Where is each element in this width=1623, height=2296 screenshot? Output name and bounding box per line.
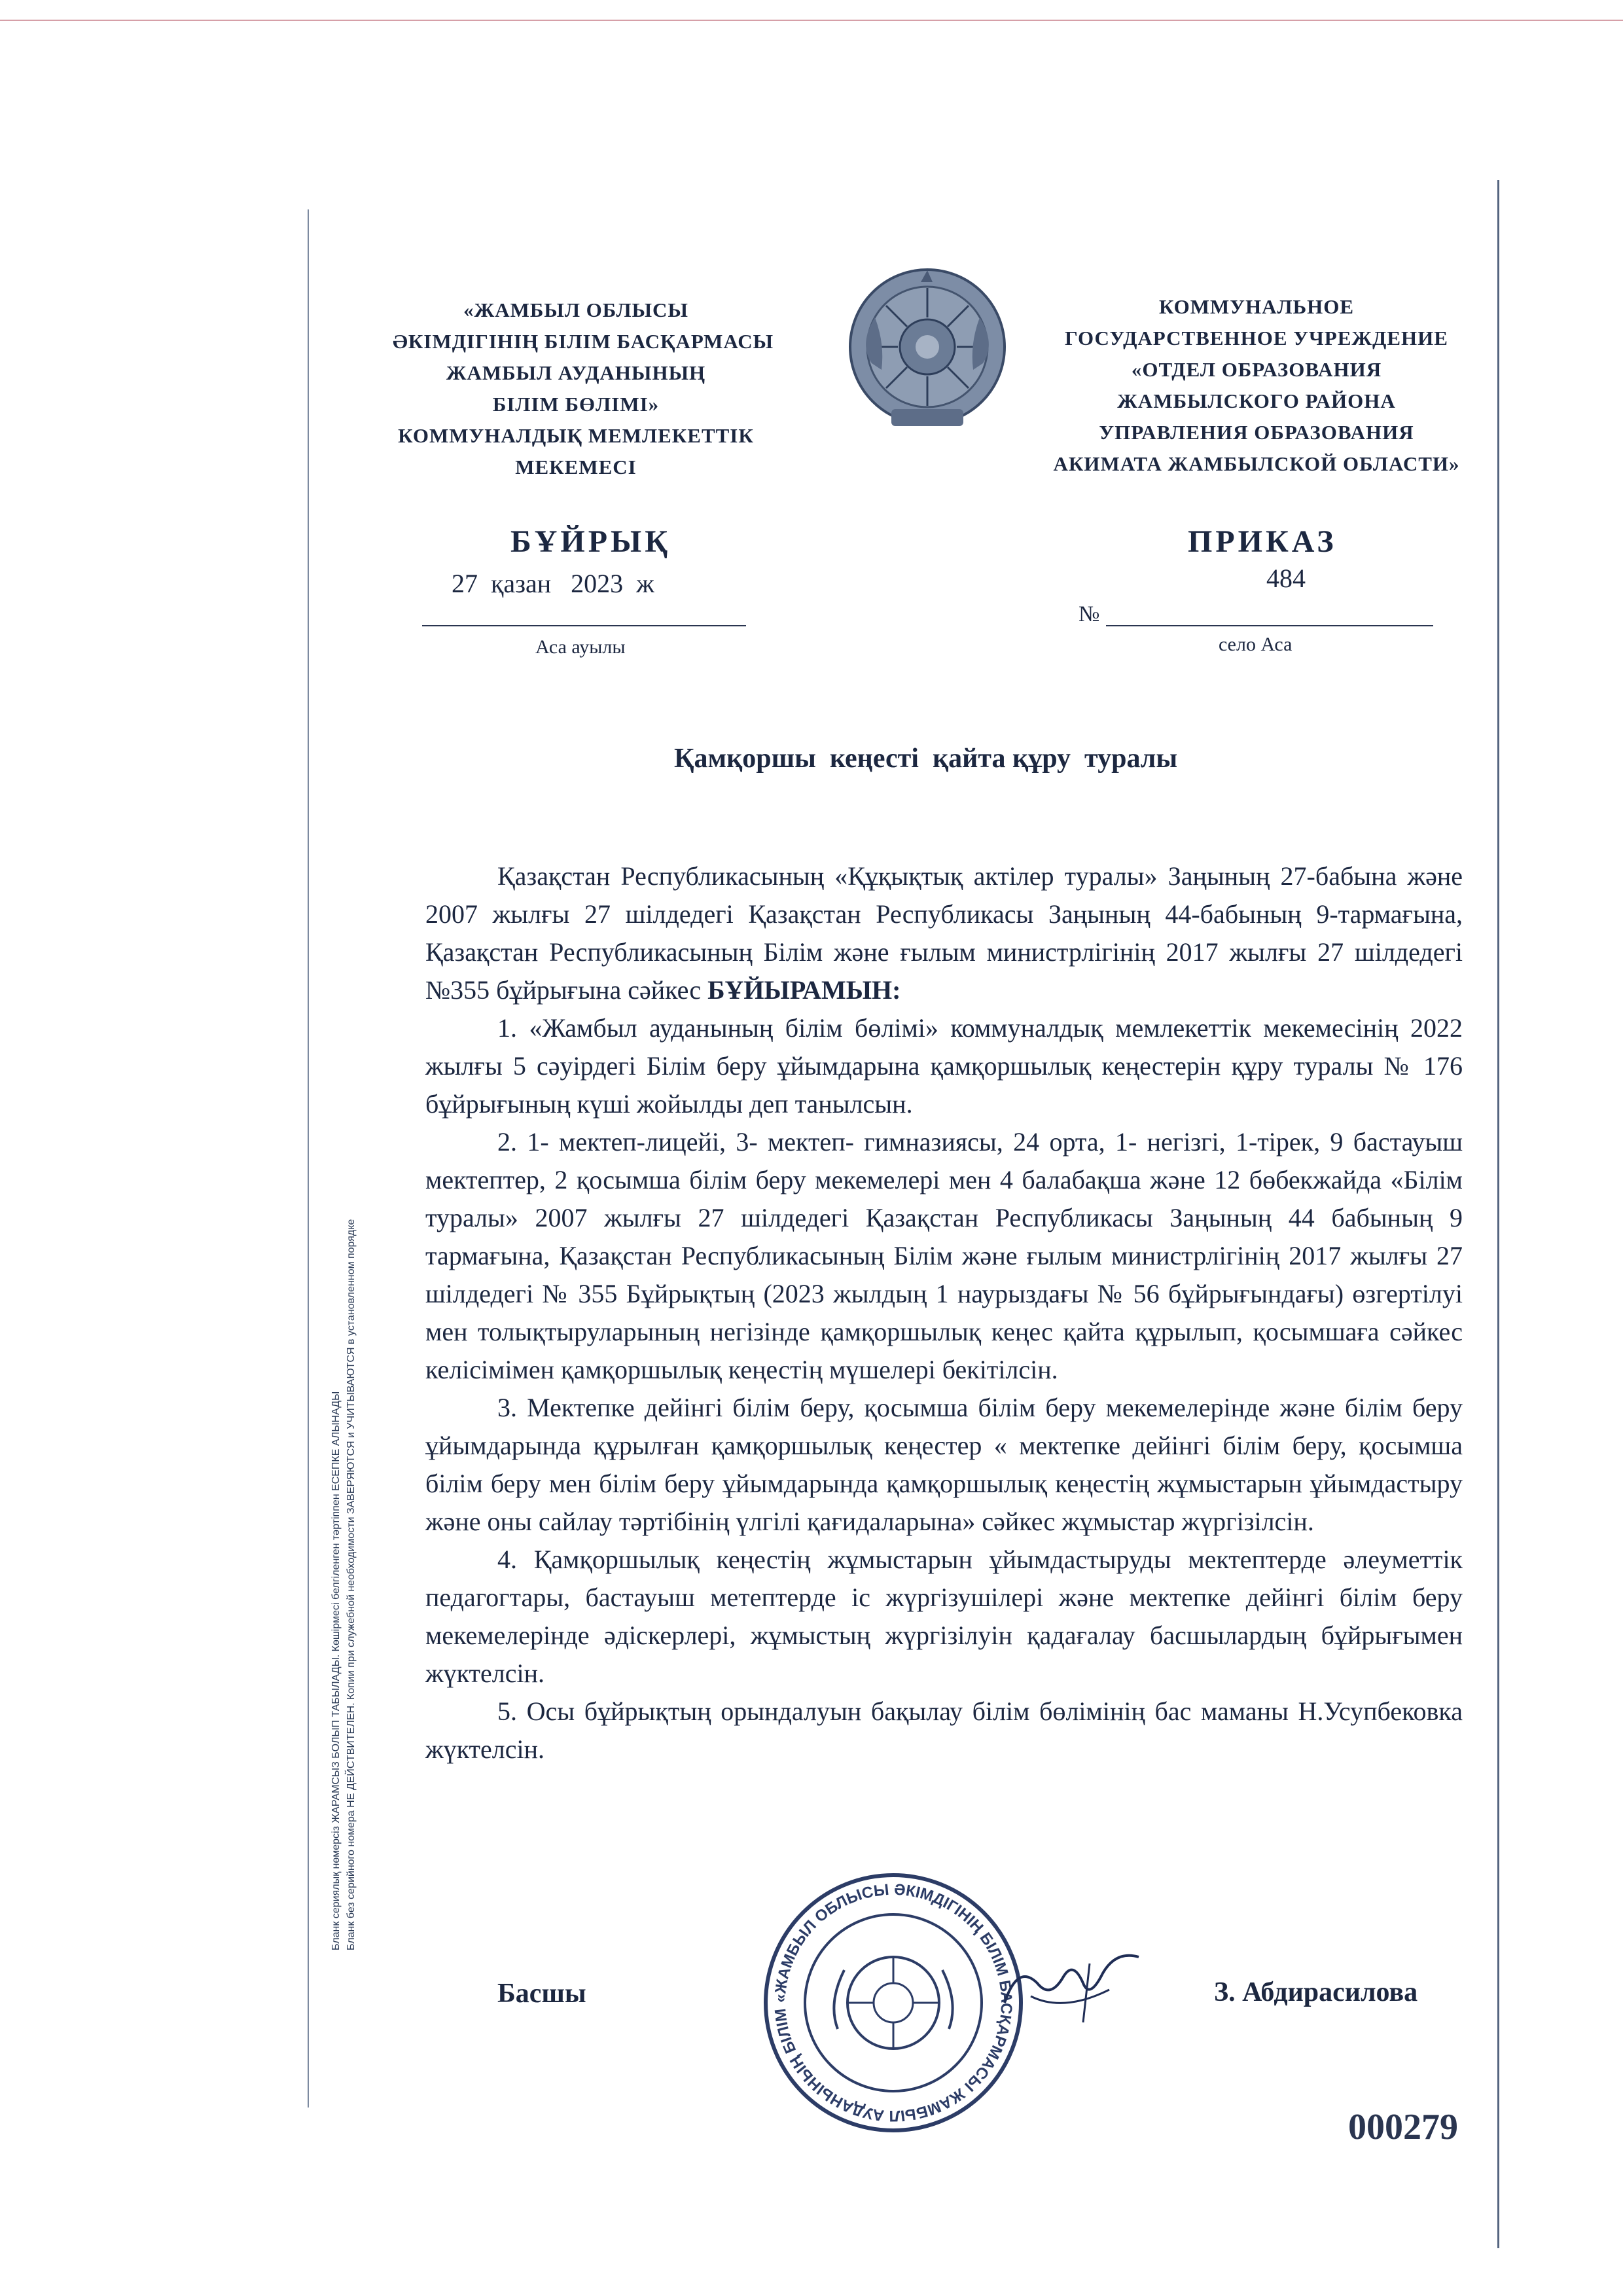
header-kz-line: МЕКЕМЕСІ — [515, 456, 637, 478]
header-ru-line: «ОТДЕЛ ОБРАЗОВАНИЯ — [1131, 358, 1382, 381]
header-kz — [393, 295, 774, 483]
side-note-ru: Бланк без серийного номера НЕ ДЕЙСТВИТЕЛЕН. Копии при служебной необходимости ЗАВЕРЯЮТСЯ и УЧИТЫВАЮТСЯ в установленном порядке — [346, 1219, 357, 1950]
doc-number-label: № — [1079, 602, 1100, 626]
header-ru-line: АКИМАТА ЖАМБЫЛСКОЙ ОБЛАСТИ» — [1053, 452, 1460, 475]
order-item-4: 4. Қамқоршылық кеңестің жұмыстарын ұйымдастыруды мектептерде әлеуметтік педагогтары, бастауыш метептерде іс жүргізушілері және мектепке дейінгі білім беру мекемелерінде әдіскерлері, жұмыстың жүргізілуін қадағалау басшылардың бұйрығымен жүктелсін. — [425, 1545, 1463, 1688]
document-body — [425, 857, 1463, 1768]
date-underline — [422, 625, 746, 626]
document-subject: Қамқоршы кеңесті қайта құру туралы — [674, 744, 1178, 774]
binder-line-right — [1497, 180, 1499, 2248]
preamble-paragraph — [425, 857, 1463, 1009]
number-underline — [1106, 625, 1433, 626]
preamble-text: Қазақстан Республикасының «Құқықтық актілер туралы» Заңының 27-бабына және 2007 жылғы 27 шілдедегі Қазақстан Республикасы Заңының 44-бабының 9-тармағына, Қазақстан Республикасының Білім және ғылым министрлігінің 2017 жылғы 27 шілдедегі №355 бұйрығына сәйкес — [425, 861, 1463, 1005]
header-kz-line: КОММУНАЛДЫҚ МЕМЛЕКЕТТІК — [398, 424, 754, 447]
order-word: БҰЙЫРАМЫН: — [707, 975, 901, 1005]
handwritten-signature — [991, 1937, 1149, 2029]
doc-place-kz: Аса ауылы — [535, 636, 626, 658]
order-item-2: 2. 1- мектеп-лицейі, 3- мектеп- гимназиясы, 24 орта, 1- негізгі, 1-тірек, 9 бастауыш мектептер, 2 қосымша білім беру мекемелері мен 4 балабақша және 12 бөбекжайда «Білім туралы» 2007 жылғы 27 шілдедегі Қазақстан Республикасы Заңының 44 бабының 9 тармағына, Қазақстан Республикасының Білім және ғылым министрлігінің 2017 жылғы 27 шілдедегі № 355 Бұйрықтың (2023 жылдың 1 наурыздағы № 56 бұйрығындағы) өзгертілуі мен толықтыруларының негізінде қамқоршылық кеңес қайта құрылып, қосымшаға сәйкес келісімімен қамқоршылық кеңестің мүшелері бекітілсін. — [425, 1127, 1463, 1384]
header-kz-line: БІЛІМ БӨЛІМІ» — [492, 393, 660, 416]
header-ru-line: УПРАВЛЕНИЯ ОБРАЗОВАНИЯ — [1099, 421, 1414, 444]
header-kz-line: ЖАМБЫЛ АУДАНЫНЫҢ — [446, 361, 706, 384]
header-ru — [1047, 291, 1466, 480]
order-item-1: 1. «Жамбыл ауданының білім бөлімі» коммуналдық мемлекеттік мекемесінің 2022 жылғы 5 сәуірдегі Білім беру ұйымдарына қамқоршылық кеңестерін құру туралы № 176 бұйрығының күші жойылды деп танылсын. — [425, 1013, 1463, 1119]
serial-number: 000279 — [1348, 2107, 1458, 2147]
doc-number: 484 — [1266, 564, 1306, 593]
order-item-5: 5. Осы бұйрықтың орындалуын бақылау білім бөлімінің бас маманы Н.Усупбековка жүктелсін. — [425, 1696, 1463, 1764]
signature-position: Басшы — [497, 1979, 586, 2009]
binder-line-left — [308, 209, 309, 2108]
header-ru-line: КОММУНАЛЬНОЕ — [1158, 295, 1355, 318]
state-emblem-icon — [846, 265, 1009, 435]
header-ru-line: ГОСУДАРСТВЕННОЕ УЧРЕЖДЕНИЕ — [1065, 327, 1448, 350]
header-kz-line: ӘКІМДІГІНІҢ БІЛІМ БАСҚАРМАСЫ — [393, 330, 774, 353]
header-ru-line: ЖАМБЫЛСКОГО РАЙОНА — [1117, 389, 1396, 412]
header-kz-line: «ЖАМБЫЛ ОБЛЫСЫ — [463, 298, 688, 321]
side-note-kz: Бланк сериялық нөмерсіз ЖАРАМСЫЗ БОЛЫП ТАБЫЛАДЫ. Көшірмесі белгіленген тәртіппен ЕСЕПКЕ АЛЫНАДЫ — [330, 1391, 342, 1950]
official-stamp — [762, 1865, 1024, 2140]
doc-title-kz: БҰЙРЫҚ — [510, 524, 671, 559]
stamp-ring-text: «ЖАМБЫЛ ОБЛЫСЫ ӘКІМДІГІНІҢ БІЛІМ БАСҚАРМАСЫ ЖАМБЫЛ АУДАНЫНЫҢ БІЛІМ — [771, 1880, 1016, 2125]
doc-title-ru: ПРИКАЗ — [1188, 524, 1337, 559]
scan-top-edge — [0, 20, 1623, 21]
doc-place-ru: село Аса — [1219, 634, 1293, 655]
signatory-name: З. Абдирасилова — [1214, 1977, 1418, 2007]
doc-date-kz: 27 қазан 2023 ж — [452, 569, 654, 598]
order-item-3: 3. Мектепке дейінгі білім беру, қосымша білім беру мекемелерінде және білім беру ұйымдарында құрылған қамқоршылық кеңестер « мектепке дейінгі білім беру, қосымша білім беру мен білім беру ұйымдарында қамқоршылық кеңестің жұмыстарын ұйымдастыру және оны сайлау тәртібінің үлгілі қағидаларына» сәйкес жұмыстар жүргізілсін. — [425, 1393, 1463, 1536]
